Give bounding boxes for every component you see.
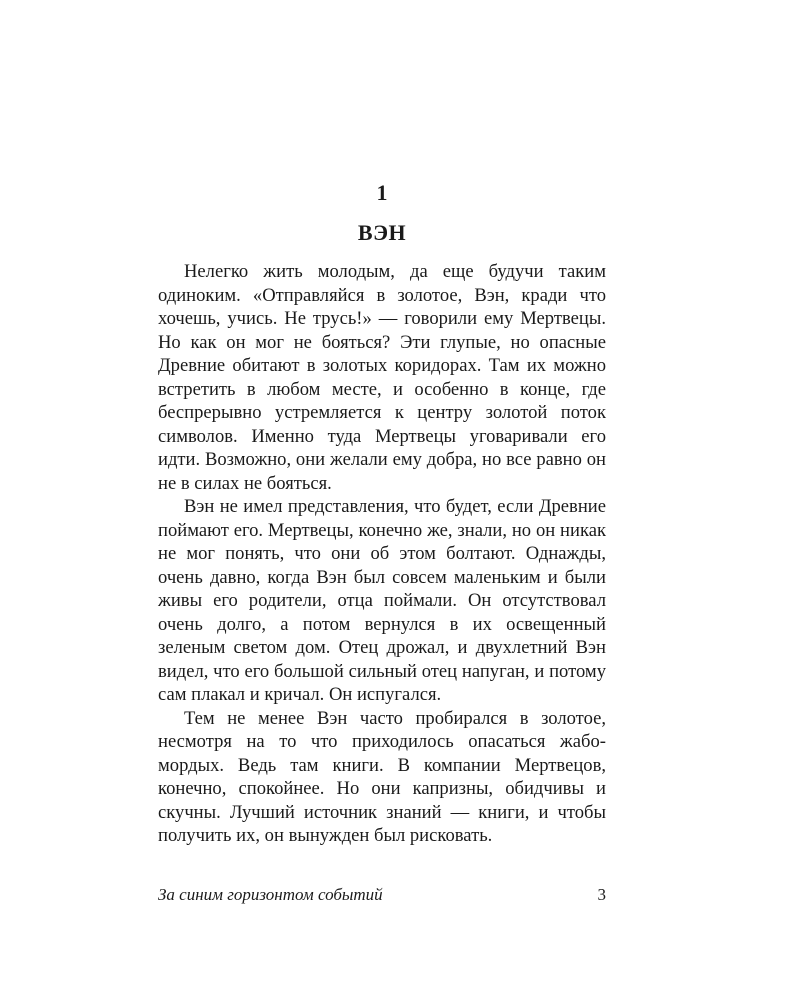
chapter-title: ВЭН bbox=[357, 220, 407, 245]
page-number: 3 bbox=[597, 885, 606, 904]
chapter-number: 1 bbox=[376, 180, 388, 205]
paragraph: Нелегко жить молодым, да еще будучи таким одиноким. «Отправляйся в золотое, Вэн, кради что хочешь, учись. Не трусь!» — говорили ему Мертвецы. Но как он мог не бояться? Эти глупые, но опасные Древние обитают в золотых коридорах. Там их можно встретить в любом месте, и особенно в конце, где беспрерывно устремляется к центру золотой поток символов. Именно туда Мертвецы уговаривали его идти. Возможно, они желали ему добра, но все равно он не в силах не бояться. bbox=[158, 261, 606, 494]
running-title: За синим горизонтом событий bbox=[158, 885, 383, 904]
book-page bbox=[158, 172, 606, 848]
paragraph: Вэн не имел представления, что будет, если Древние поймают его. Мертвецы, конечно же, знали, но он никак не мог понять, что они об этом болтают. Однажды, очень давно, когда Вэн был совсем маленьким и были живы его родители, отца поймали. Он отсутствовал очень долго, а потом вернулся в их освещенный зеленым светом дом. Отец дрожал, и двухлетний Вэн видел, что его большой сильный отец напуган, и потому сам плакал и кричал. Он испугался. bbox=[158, 496, 606, 705]
page-footer bbox=[158, 885, 606, 905]
paragraph: Тем не менее Вэн часто пробирался в золотое, несмотря на то что приходилось опасаться жабомордых. Ведь там книги. В компании Мертвецов, конечно, спокойнее. Но они капризны, обидчивы и скучны. Лучший источник знаний — книги, и чтобы получить их, он вынужден был рисковать. bbox=[158, 707, 606, 846]
chapter-body bbox=[158, 260, 606, 848]
